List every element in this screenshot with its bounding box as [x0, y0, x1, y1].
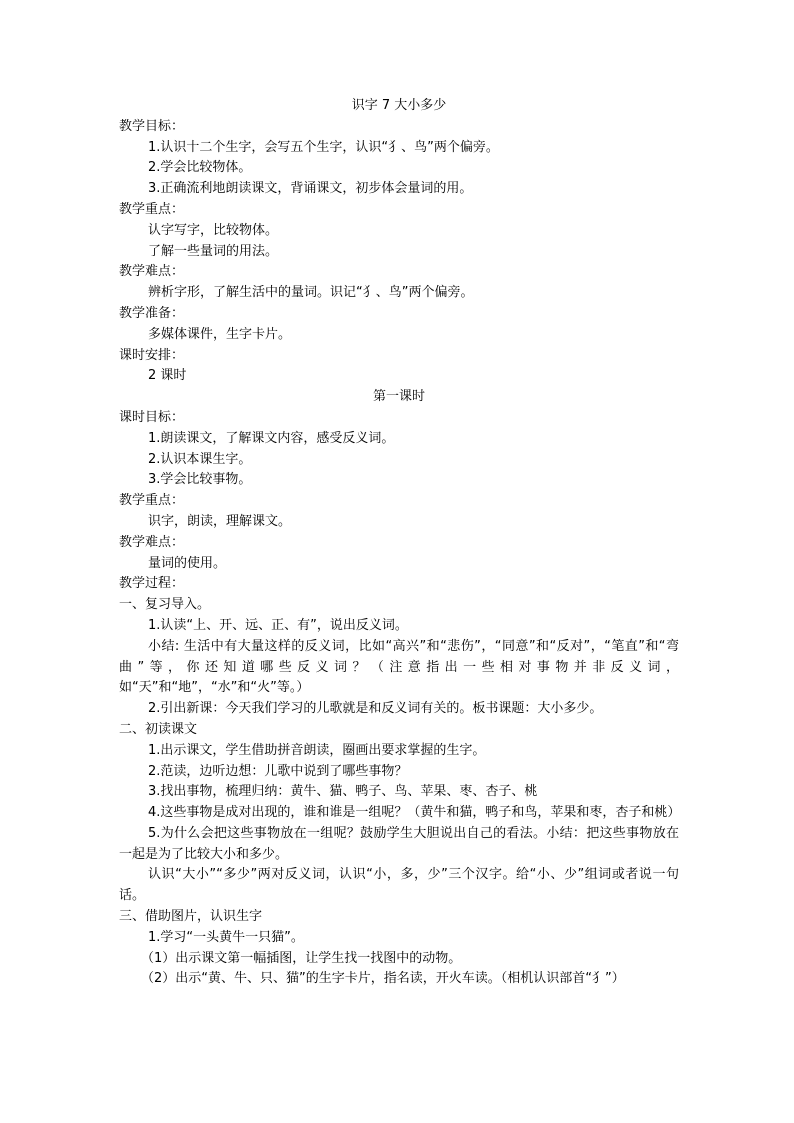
section-heading: 教学目标：	[119, 118, 185, 134]
text-line: 2 课时	[148, 368, 187, 384]
text-paragraph: 认识“大小”“多少”两对反义词，认识“小，多，少”三个汉字。给“小、少”组词或者说一句话。	[119, 867, 679, 904]
section-heading: 三、借助图片，认识生字	[119, 909, 263, 925]
text-line: 2.引出新课：今天我们学习的儿歌就是和反义词有关的。板书课题：大小多少。	[148, 701, 603, 717]
text-line: 2.范读，边听边想：儿歌中说到了哪些事物？	[148, 763, 408, 779]
text-line: 识字，朗读，理解课文。	[148, 513, 292, 529]
text-line: 了解一些量词的用法。	[148, 243, 279, 259]
section-heading: 教学准备：	[119, 305, 185, 321]
text-line: 1.出示课文，学生借助拼音朗读，圈画出要求掌握的生字。	[148, 742, 486, 758]
lesson-heading: 第一课时	[372, 389, 425, 405]
text-paragraph: 5.为什么会把这些事物放在一组呢？鼓励学生大胆说出自己的看法。小结：把这些事物放在一起是为了比较大小和多少。	[119, 825, 679, 862]
text-line: 辨析字形，了解生活中的量词。识记“犭、鸟”两个偏旁。	[148, 285, 474, 301]
text-line: 2.认识本课生字。	[148, 451, 252, 467]
section-heading: 课时目标：	[119, 409, 185, 425]
text-line: （2）出示“黄、牛、只、猫”的生字卡片，指名读，开火车读。（相机认识部首“犭”）	[141, 971, 625, 987]
text-line: 量词的使用。	[148, 555, 227, 571]
text-line: 1.认读“上、开、远、正、有”，说出反义词。	[148, 617, 408, 633]
section-heading: 教学重点：	[119, 201, 185, 217]
text-line: 多媒体课件，生字卡片。	[148, 326, 292, 342]
text-line: 1.学习“一头黄牛一只猫”。	[148, 929, 304, 945]
text-paragraph: 4.这些事物是成对出现的，谁和谁是一组呢？（黄牛和猫，鸭子和鸟，苹果和枣，杏子和桃）	[148, 805, 681, 821]
section-heading: 教学过程：	[119, 576, 185, 592]
text-line: 1.朗读课文，了解课文内容，感受反义词。	[148, 430, 395, 446]
document-page	[119, 96, 679, 990]
section-heading: 课时安排：	[119, 347, 185, 363]
text-line: 3.学会比较事物。	[148, 472, 252, 488]
text-line: 3.正确流利地朗读课文，背诵课文，初步体会量词的用。	[148, 181, 473, 197]
document-body	[119, 117, 679, 990]
text-line: （1）出示课文第一幅插图，让学生找一找图中的动物。	[141, 950, 462, 966]
document-title: 识字 7 大小多少	[351, 98, 447, 113]
text-line: 3.找出事物，梳理归纳：黄牛、猫、鸭子、鸟、苹果、枣、杏子、桃	[148, 784, 538, 800]
section-heading: 教学难点：	[119, 534, 185, 550]
section-heading: 一、复习导入。	[119, 597, 211, 613]
text-paragraph: 小结: 生活中有大量这样的反义词，比如“高兴”和“悲伤”，“同意”和“反对”，“笔直”和“弯曲”等，你还知道哪些反义词？（注意指出一些相对事物并非反义词，如“天”和“地”，“水”和“火”等。）	[119, 638, 679, 696]
text-line: 1.认识十二个生字，会写五个生字，认识“犭、鸟”两个偏旁。	[148, 139, 499, 155]
section-heading: 教学难点：	[119, 264, 185, 280]
text-line: 2.学会比较物体。	[148, 160, 252, 176]
text-line: 认字写字，比较物体。	[148, 222, 279, 238]
section-heading: 教学重点：	[119, 493, 185, 509]
section-heading: 二、初读课文	[119, 721, 198, 737]
